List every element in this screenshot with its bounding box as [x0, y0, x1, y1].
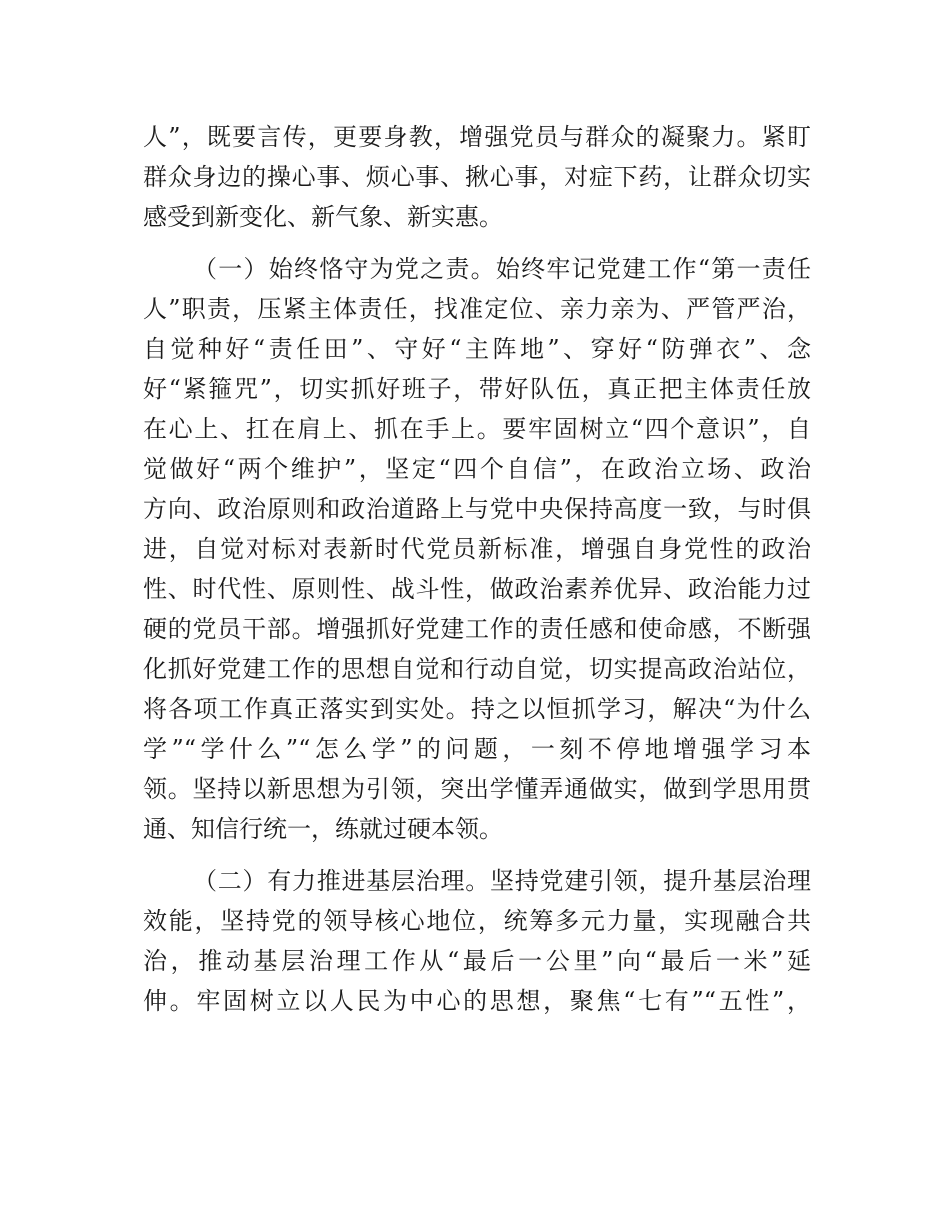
text-line: 感受到新变化、新气象、新实惠。 — [143, 203, 503, 231]
paragraph-section-two — [143, 861, 811, 1021]
text-line: 硬的党员干部。增强抓好党建工作的责任感和使命感，不断强 — [143, 615, 811, 643]
text-line: 进，自觉对标对表新时代党员新标准，增强自身党性的政治 — [143, 535, 811, 563]
text-line: 化抓好党建工作的思想自觉和行动自觉，切实提高政治站位， — [143, 655, 811, 683]
text-line: 效能，坚持党的领导核心地位，统筹多元力量，实现融合共 — [143, 907, 811, 935]
text-line: 学”“学什么”“怎么学”的问题，一刻不停地增强学习本 — [143, 735, 811, 763]
text-line: 伸。牢固树立以人民为中心的思想，聚焦“七有”“五性”， — [143, 987, 811, 1015]
text-line: 好“紧箍咒”，切实抓好班子，带好队伍，真正把主体责任放 — [143, 375, 811, 403]
text-line: 群众身边的操心事、烦心事、揪心事，对症下药，让群众切实 — [143, 163, 811, 191]
text-line: 人”职责，压紧主体责任，找准定位、亲力亲为、严管严治， — [143, 295, 811, 323]
section-heading-line: （一）始终恪守为党之责。始终牢记党建工作“第一责任 — [193, 255, 811, 283]
text-line: 人”，既要言传，更要身教，增强党员与群众的凝聚力。紧盯 — [143, 123, 811, 151]
text-line: 方向、政治原则和政治道路上与党中央保持高度一致，与时俱 — [143, 495, 811, 523]
text-line: 觉做好“两个维护”，坚定“四个自信”，在政治立场、政治 — [143, 455, 811, 483]
document-page — [143, 117, 811, 1021]
paragraph-continuation — [143, 117, 811, 237]
paragraph-section-one — [143, 249, 811, 849]
text-line: 性、时代性、原则性、战斗性，做政治素养优异、政治能力过 — [143, 575, 811, 603]
text-line: 通、知信行统一，练就过硬本领。 — [143, 815, 503, 843]
text-line: 将各项工作真正落实到实处。持之以恒抓学习，解决“为什么 — [143, 695, 811, 723]
text-line: 在心上、扛在肩上、抓在手上。要牢固树立“四个意识”，自 — [143, 415, 811, 443]
text-line: 领。坚持以新思想为引领，突出学懂弄通做实，做到学思用贯 — [143, 775, 811, 803]
text-line: 治，推动基层治理工作从“最后一公里”向“最后一米”延 — [143, 947, 811, 975]
text-line: 自觉种好“责任田”、守好“主阵地”、穿好“防弹衣”、念 — [143, 335, 811, 363]
section-heading-line: （二）有力推进基层治理。坚持党建引领，提升基层治理 — [193, 867, 811, 895]
